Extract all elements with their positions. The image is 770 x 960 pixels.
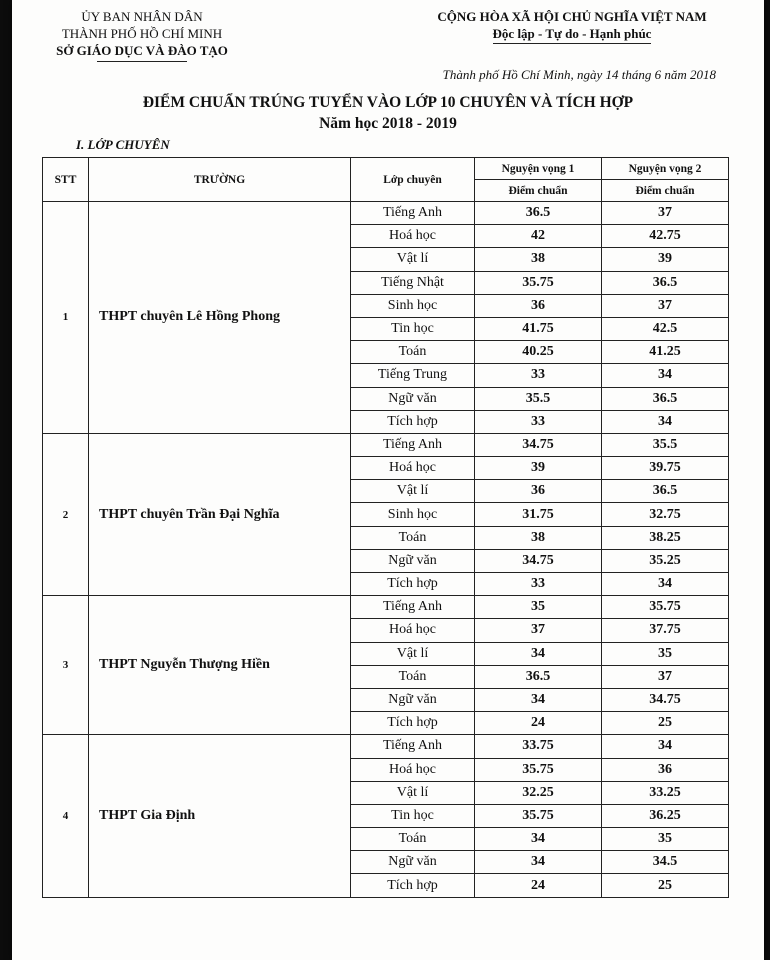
class-name: Tiếng Trung: [351, 364, 475, 387]
score-nv1: 35.75: [475, 804, 602, 827]
class-name: Vật lí: [351, 781, 475, 804]
score-nv2: 37: [602, 294, 729, 317]
score-nv2: 35.25: [602, 549, 729, 572]
score-nv1: 33: [475, 573, 602, 596]
class-name: Tiếng Anh: [351, 202, 475, 225]
issuer-line-3: SỞ GIÁO DỤC VÀ ĐÀO TẠO: [56, 43, 228, 58]
header-nv2-score: Điểm chuẩn: [602, 180, 729, 202]
national-header: [397, 8, 747, 44]
score-nv1: 34: [475, 642, 602, 665]
header-stt: STT: [43, 158, 89, 202]
table-header: [43, 158, 729, 202]
school-name: THPT chuyên Lê Hồng Phong: [89, 202, 351, 434]
score-nv2: 35: [602, 642, 729, 665]
score-nv1: 41.75: [475, 317, 602, 340]
section-heading: I. LỚP CHUYÊN: [76, 137, 170, 152]
school-stt: 2: [43, 433, 89, 595]
score-nv2: 36.5: [602, 480, 729, 503]
score-nv2: 42.75: [602, 225, 729, 248]
score-nv1: 37: [475, 619, 602, 642]
class-name: Vật lí: [351, 480, 475, 503]
score-nv2: 34.5: [602, 851, 729, 874]
document-date: Thành phố Hồ Chí Minh, ngày 14 tháng 6 năm 2018: [442, 67, 716, 82]
table-body: [43, 202, 729, 898]
class-name: Hoá học: [351, 758, 475, 781]
national-title: CỘNG HÒA XÃ HỘI CHỦ NGHĨA VIỆT NAM: [437, 9, 707, 24]
school-name: THPT Nguyễn Thượng Hiền: [89, 596, 351, 735]
class-name: Ngữ văn: [351, 688, 475, 711]
class-name: Tiếng Anh: [351, 596, 475, 619]
score-nv1: 35.5: [475, 387, 602, 410]
score-nv2: 35: [602, 828, 729, 851]
score-nv1: 34: [475, 851, 602, 874]
issuer-line-1: ỦY BAN NHÂN DÂN: [81, 9, 203, 24]
class-name: Tiếng Anh: [351, 433, 475, 456]
class-name: Tích hợp: [351, 573, 475, 596]
score-nv2: 34.75: [602, 688, 729, 711]
score-nv1: 31.75: [475, 503, 602, 526]
score-nv2: 37.75: [602, 619, 729, 642]
school-stt: 1: [43, 202, 89, 434]
score-nv2: 25: [602, 874, 729, 897]
header-nv1: Nguyện vọng 1: [475, 158, 602, 180]
school-stt: 4: [43, 735, 89, 897]
school-stt: 3: [43, 596, 89, 735]
class-name: Toán: [351, 665, 475, 688]
score-nv2: 37: [602, 202, 729, 225]
score-nv2: 35.75: [602, 596, 729, 619]
issuer-line-2: THÀNH PHỐ HỒ CHÍ MINH: [61, 26, 223, 41]
score-nv1: 38: [475, 526, 602, 549]
class-name: Hoá học: [351, 225, 475, 248]
class-name: Toán: [351, 341, 475, 364]
score-nv2: 33.25: [602, 781, 729, 804]
score-nv2: 39: [602, 248, 729, 271]
score-nv2: 36.25: [602, 804, 729, 827]
score-nv1: 38: [475, 248, 602, 271]
document-page: [12, 0, 764, 960]
score-nv2: 36: [602, 758, 729, 781]
table-row: [43, 433, 729, 456]
score-nv1: 40.25: [475, 341, 602, 364]
score-nv1: 35.75: [475, 271, 602, 294]
score-nv1: 34.75: [475, 433, 602, 456]
score-nv1: 34: [475, 828, 602, 851]
school-name: THPT Gia Định: [89, 735, 351, 897]
score-nv1: 34.75: [475, 549, 602, 572]
score-nv2: 34: [602, 410, 729, 433]
class-name: Vật lí: [351, 248, 475, 271]
header-class: Lớp chuyên: [351, 158, 475, 202]
score-nv2: 32.75: [602, 503, 729, 526]
class-name: Tích hợp: [351, 410, 475, 433]
class-name: Tin học: [351, 804, 475, 827]
class-name: Toán: [351, 526, 475, 549]
national-motto: Độc lập - Tự do - Hạnh phúc: [493, 25, 652, 44]
score-nv2: 38.25: [602, 526, 729, 549]
score-nv1: 33: [475, 364, 602, 387]
class-name: Tiếng Anh: [351, 735, 475, 758]
score-nv1: 34: [475, 688, 602, 711]
document-subtitle: Năm học 2018 - 2019: [319, 115, 457, 132]
score-nv1: 24: [475, 874, 602, 897]
score-nv1: 36.5: [475, 665, 602, 688]
class-name: Tích hợp: [351, 874, 475, 897]
score-nv2: 39.75: [602, 457, 729, 480]
score-nv2: 34: [602, 573, 729, 596]
class-name: Hoá học: [351, 457, 475, 480]
class-name: Hoá học: [351, 619, 475, 642]
score-nv2: 42.5: [602, 317, 729, 340]
score-nv2: 41.25: [602, 341, 729, 364]
score-nv2: 25: [602, 712, 729, 735]
score-nv1: 36: [475, 294, 602, 317]
scores-table: [42, 157, 729, 898]
score-nv1: 35.75: [475, 758, 602, 781]
table-row: [43, 596, 729, 619]
score-nv2: 36.5: [602, 271, 729, 294]
score-nv1: 32.25: [475, 781, 602, 804]
class-name: Tiếng Nhật: [351, 271, 475, 294]
class-name: Ngữ văn: [351, 549, 475, 572]
class-name: Tích hợp: [351, 712, 475, 735]
issuer-header: [42, 8, 242, 62]
class-name: Vật lí: [351, 642, 475, 665]
score-nv2: 34: [602, 364, 729, 387]
class-name: Ngữ văn: [351, 851, 475, 874]
class-name: Toán: [351, 828, 475, 851]
school-name: THPT chuyên Trần Đại Nghĩa: [89, 433, 351, 595]
table-row: [43, 735, 729, 758]
class-name: Ngữ văn: [351, 387, 475, 410]
header-nv2: Nguyện vọng 2: [602, 158, 729, 180]
header-school: TRƯỜNG: [89, 158, 351, 202]
class-name: Sinh học: [351, 503, 475, 526]
class-name: Sinh học: [351, 294, 475, 317]
issuer-underline: [97, 61, 187, 62]
header-nv1-score: Điểm chuẩn: [475, 180, 602, 202]
score-nv1: 39: [475, 457, 602, 480]
score-nv1: 42: [475, 225, 602, 248]
table-row: [43, 202, 729, 225]
score-nv2: 34: [602, 735, 729, 758]
score-nv1: 24: [475, 712, 602, 735]
score-nv1: 33: [475, 410, 602, 433]
score-nv2: 36.5: [602, 387, 729, 410]
score-nv2: 35.5: [602, 433, 729, 456]
score-nv1: 36.5: [475, 202, 602, 225]
document-title-block: [12, 92, 764, 134]
document-title: ĐIỂM CHUẨN TRÚNG TUYỂN VÀO LỚP 10 CHUYÊN VÀ TÍCH HỢP: [142, 94, 634, 111]
score-nv2: 37: [602, 665, 729, 688]
score-nv1: 35: [475, 596, 602, 619]
class-name: Tin học: [351, 317, 475, 340]
score-nv1: 36: [475, 480, 602, 503]
score-nv1: 33.75: [475, 735, 602, 758]
